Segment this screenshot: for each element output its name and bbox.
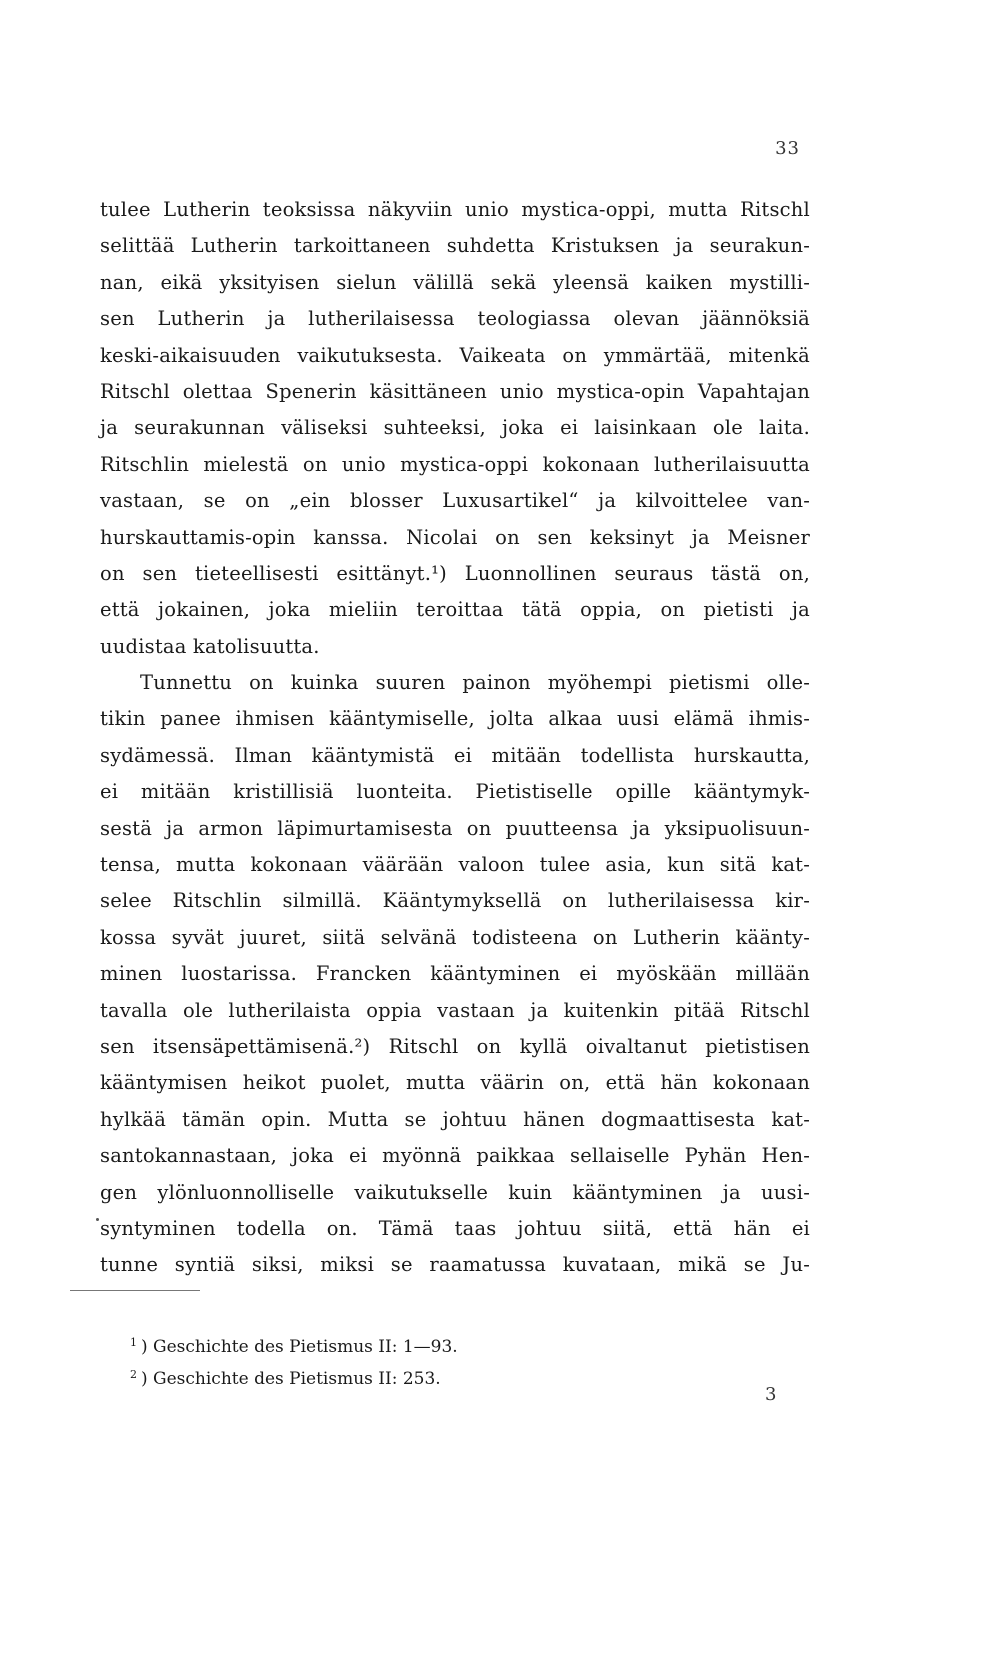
page-number: 33 xyxy=(775,138,800,159)
text-line: sestä ja armon läpimurtamisesta on puutteensa ja yksipuolisuun- xyxy=(100,816,810,840)
paragraph-2 xyxy=(100,665,810,1284)
footnote-mark: 2 xyxy=(130,1368,137,1381)
footnote-text: ) Geschichte des Pietismus II: 1—93. xyxy=(141,1337,458,1357)
text-line: syntyminen todella on. Tämä taas johtuu siitä, että hän ei xyxy=(100,1216,810,1240)
text-line: nan, eikä yksityisen sielun välillä sekä yleensä kaiken mystilli- xyxy=(100,270,810,294)
text-line: on sen tieteellisesti esittänyt.¹) Luonnollinen seuraus tästä on, xyxy=(100,561,810,585)
text-line: Ritschlin mielestä on unio mystica-oppi kokonaan lutherilaisuutta xyxy=(100,452,810,476)
footnote-separator xyxy=(70,1290,200,1291)
text-line: tunne syntiä siksi, miksi se raamatussa kuvataan, mikä se Ju- xyxy=(100,1253,810,1277)
body-text xyxy=(100,192,810,1405)
text-line: kossa syvät juuret, siitä selvänä todisteena on Lutherin käänty- xyxy=(100,925,810,949)
text-line: että jokainen, joka mieliin teroittaa tätä oppia, on pietisti ja xyxy=(100,598,810,622)
paragraph-1 xyxy=(100,192,810,665)
text-line: keski-aikaisuuden vaikutuksesta. Vaikeata on ymmärtää, mitenkä xyxy=(100,343,810,367)
footnote-1 xyxy=(130,1327,810,1359)
text-line: tulee Lutherin teoksissa näkyviin unio mystica-oppi, mutta Ritschl xyxy=(100,198,810,221)
text-line: minen luostarissa. Francken kääntyminen ei myöskään millään xyxy=(100,962,810,986)
text-line: Tunnettu on kuinka suuren painon myöhempi pietismi olle- xyxy=(140,671,810,695)
text-line: ei mitään kristillisiä luonteita. Pietistiselle opille kääntymyk- xyxy=(100,780,810,804)
signature-mark: 3 xyxy=(765,1384,777,1405)
text-line: selittää Lutherin tarkoittaneen suhdetta Kristuksen ja seurakun- xyxy=(100,234,810,258)
speck-mark xyxy=(96,1218,99,1221)
text-line: Ritschl olettaa Spenerin käsittäneen unio mystica-opin Vapahtajan xyxy=(100,379,810,403)
footnote-2 xyxy=(130,1359,810,1391)
text-line: sen itsensäpettämisenä.²) Ritschl on kyllä oivaltanut pietistisen xyxy=(100,1034,810,1058)
text-line: ja seurakunnan väliseksi suhteeksi, joka ei laisinkaan ole laita. xyxy=(100,416,810,440)
text-line: hylkää tämän opin. Mutta se johtuu hänen dogmaattisesta kat- xyxy=(100,1107,810,1131)
text-line: vastaan, se on „ein blosser Luxusartikel“ ja kilvoittelee van- xyxy=(100,489,810,513)
text-line: santokannastaan, joka ei myönnä paikkaa sellaiselle Pyhän Hen- xyxy=(100,1144,810,1168)
text-line: tensa, mutta kokonaan väärään valoon tulee asia, kun sitä kat- xyxy=(100,853,810,877)
text-line: tikin panee ihmisen kääntymiselle, jolta alkaa uusi elämä ihmis- xyxy=(100,707,810,731)
text-line: selee Ritschlin silmillä. Kääntymyksellä on lutherilaisessa kir- xyxy=(100,889,810,913)
text-line: tavalla ole lutherilaista oppia vastaan ja kuitenkin pitää Ritschl xyxy=(100,998,810,1022)
text-line: uudistaa katolisuutta. xyxy=(100,634,320,658)
text-line: hurskauttamis-opin kanssa. Nicolai on sen keksinyt ja Meisner xyxy=(100,525,810,549)
footnotes xyxy=(130,1327,810,1391)
text-line: sydämessä. Ilman kääntymistä ei mitään todellista hurskautta, xyxy=(100,743,810,767)
text-line: gen ylönluonnolliselle vaikutukselle kuin kääntyminen ja uusi- xyxy=(100,1180,810,1204)
text-line: sen Lutherin ja lutherilaisessa teologiassa olevan jäännöksiä xyxy=(100,307,810,331)
footnote-mark: 1 xyxy=(130,1336,137,1349)
footnote-text: ) Geschichte des Pietismus II: 253. xyxy=(141,1369,441,1389)
text-line: kääntymisen heikot puolet, mutta väärin on, että hän kokonaan xyxy=(100,1071,810,1095)
